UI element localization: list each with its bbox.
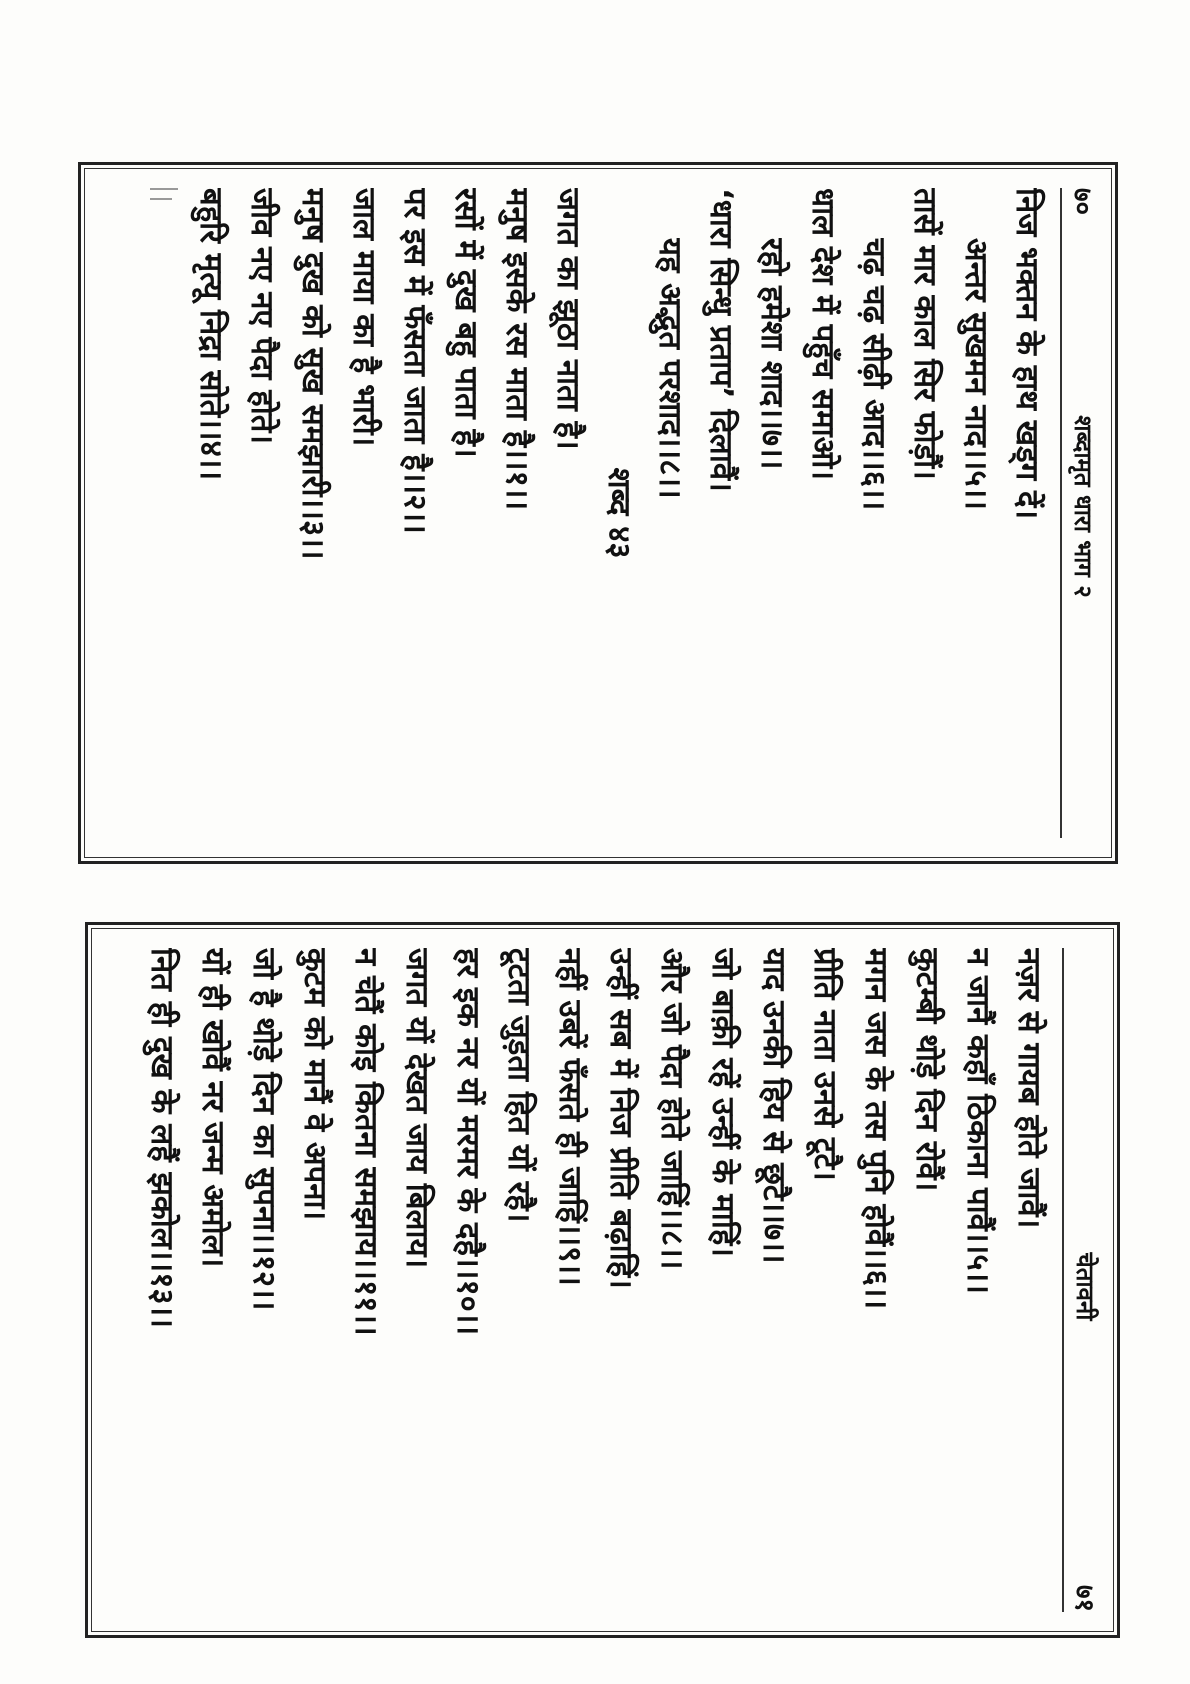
section-heading bbox=[593, 188, 644, 838]
verse-line bbox=[697, 948, 748, 1612]
verse-line bbox=[797, 188, 848, 838]
verse-text: मगन जस के तस पुनि होवैं।।६।। bbox=[858, 948, 894, 1310]
verse-line bbox=[440, 188, 491, 838]
page-number: ७० bbox=[1067, 188, 1097, 216]
verse-text: जाल माया का है भारी। bbox=[346, 188, 382, 447]
verse-text: धाल देश में पहुँच समाओ। bbox=[805, 188, 841, 481]
verse-lines bbox=[185, 188, 1060, 838]
verse-line bbox=[544, 948, 595, 1612]
running-title: चेतावनी bbox=[1071, 1252, 1100, 1321]
verse-line bbox=[238, 948, 289, 1612]
verse-text: जो है थोड़े दिन का सुपना।।१२।। bbox=[246, 948, 282, 1311]
verse-text: शब्द ४३ bbox=[601, 467, 637, 559]
verse-text: कुटम्बी थोड़े दिन रोवैं। bbox=[909, 948, 945, 1192]
verse-line bbox=[340, 948, 391, 1612]
verse-line bbox=[236, 188, 287, 838]
verse-line bbox=[1001, 188, 1052, 838]
verse-text: कुटम को मानैं वे अपना। bbox=[297, 948, 333, 1221]
verse-lines bbox=[136, 948, 1062, 1612]
verse-line bbox=[799, 948, 850, 1612]
page-number: ७१ bbox=[1069, 1584, 1099, 1612]
verse-text: न जानैं कहाँ ठिकाना पावैं।।५।। bbox=[960, 948, 996, 1295]
verse-text: तासें मार काल सिर फोड़ौं। bbox=[907, 188, 943, 480]
verse-line bbox=[391, 948, 442, 1612]
verse-line bbox=[289, 948, 340, 1612]
verse-text: हर इक नर यों मरमर के दहै।।१०।। bbox=[450, 948, 486, 1336]
verse-line bbox=[542, 188, 593, 838]
verse-line bbox=[695, 188, 746, 838]
verse-line bbox=[493, 948, 544, 1612]
verse-text: नित ही दुख के लहैं झकोल।।१३।। bbox=[144, 948, 180, 1328]
verse-text: जो बाक़ी रहें उन्हीं के माहिं। bbox=[705, 948, 741, 1258]
verse-text: और जो पैदा होते जाहिं।।८।। bbox=[654, 948, 690, 1270]
verse-line bbox=[287, 188, 338, 838]
verse-text: नहीं उबरें फँसते ही जाहिं।।९।। bbox=[552, 948, 588, 1286]
verse-text: रहो हमेशा शाद।।७।। bbox=[754, 238, 790, 470]
verse-text: जीव नए नए पैदा होते। bbox=[244, 188, 280, 445]
verse-text: मनुष इसके रस माता है।।१।। bbox=[499, 188, 535, 511]
verse-line bbox=[136, 948, 187, 1612]
verse-line bbox=[442, 948, 493, 1612]
verse-text: पर इस में फँसता जाता है।।२।। bbox=[397, 188, 433, 534]
verse-text: यों ही खोवैं नर जन्म अमोल। bbox=[195, 948, 231, 1268]
verse-text: चढ़ चढ़ सीढ़ी आद।।६।। bbox=[856, 238, 892, 511]
verse-line bbox=[185, 188, 236, 838]
running-title: शब्दामृत धारा भाग २ bbox=[1069, 415, 1098, 598]
verse-line bbox=[338, 188, 389, 838]
scan-speck bbox=[150, 198, 172, 200]
verse-text: निज भक्तन के हाथ खड्ग दें। bbox=[1009, 188, 1045, 520]
verse-line bbox=[952, 948, 1003, 1612]
verse-text: न चेतैं कोइ कितना समझाय।।११।। bbox=[348, 948, 384, 1336]
verse-line bbox=[848, 188, 899, 838]
verse-line bbox=[899, 188, 950, 838]
verse-line bbox=[646, 948, 697, 1612]
verse-line bbox=[389, 188, 440, 838]
verse-text: ‘धारा सिन्धु प्रताप’ दिलावैं। bbox=[703, 188, 739, 492]
verse-line bbox=[1003, 948, 1054, 1612]
verse-text: बहुरि मृत्यू निद्रा सोते।।४।। bbox=[193, 188, 229, 481]
verse-text: प्रीति नाता उनसे टूटै। bbox=[807, 948, 843, 1181]
verse-text: यह अद्भुत परशाद।।८।। bbox=[652, 238, 688, 499]
verse-line bbox=[746, 188, 797, 838]
verse-line bbox=[644, 188, 695, 838]
verse-line bbox=[491, 188, 542, 838]
verse-text: अन्तर सुखमन नाद।।५।। bbox=[958, 238, 994, 511]
verse-line bbox=[850, 948, 901, 1612]
page-header bbox=[1062, 948, 1108, 1612]
verse-text: मनुष दुख को सुख समझारी।।३।। bbox=[295, 188, 331, 560]
verse-line bbox=[187, 948, 238, 1612]
verse-line bbox=[748, 948, 799, 1612]
verse-text: टूटता जुड़ता हित यों रहै। bbox=[501, 948, 537, 1223]
verse-line bbox=[901, 948, 952, 1612]
verse-line bbox=[595, 948, 646, 1612]
page-70 bbox=[86, 170, 1112, 856]
page-header bbox=[1060, 188, 1106, 838]
verse-text: याद उनकी हिय से छूटै।।७।। bbox=[756, 948, 792, 1264]
page-71 bbox=[92, 930, 1114, 1630]
verse-text: उन्हीं सब में निज प्रीति बढ़ाहिं। bbox=[603, 948, 639, 1289]
verse-text: जगत यों देखत जाय बिलाय। bbox=[399, 948, 435, 1269]
verse-text: रसों में दुख बहु पाता है। bbox=[448, 188, 484, 458]
scan-speck bbox=[150, 188, 178, 190]
verse-text: नज़र से गायब होते जावैं। bbox=[1011, 948, 1047, 1229]
verse-line bbox=[950, 188, 1001, 838]
verse-text: जगत का झूठा नाता है। bbox=[550, 188, 586, 450]
